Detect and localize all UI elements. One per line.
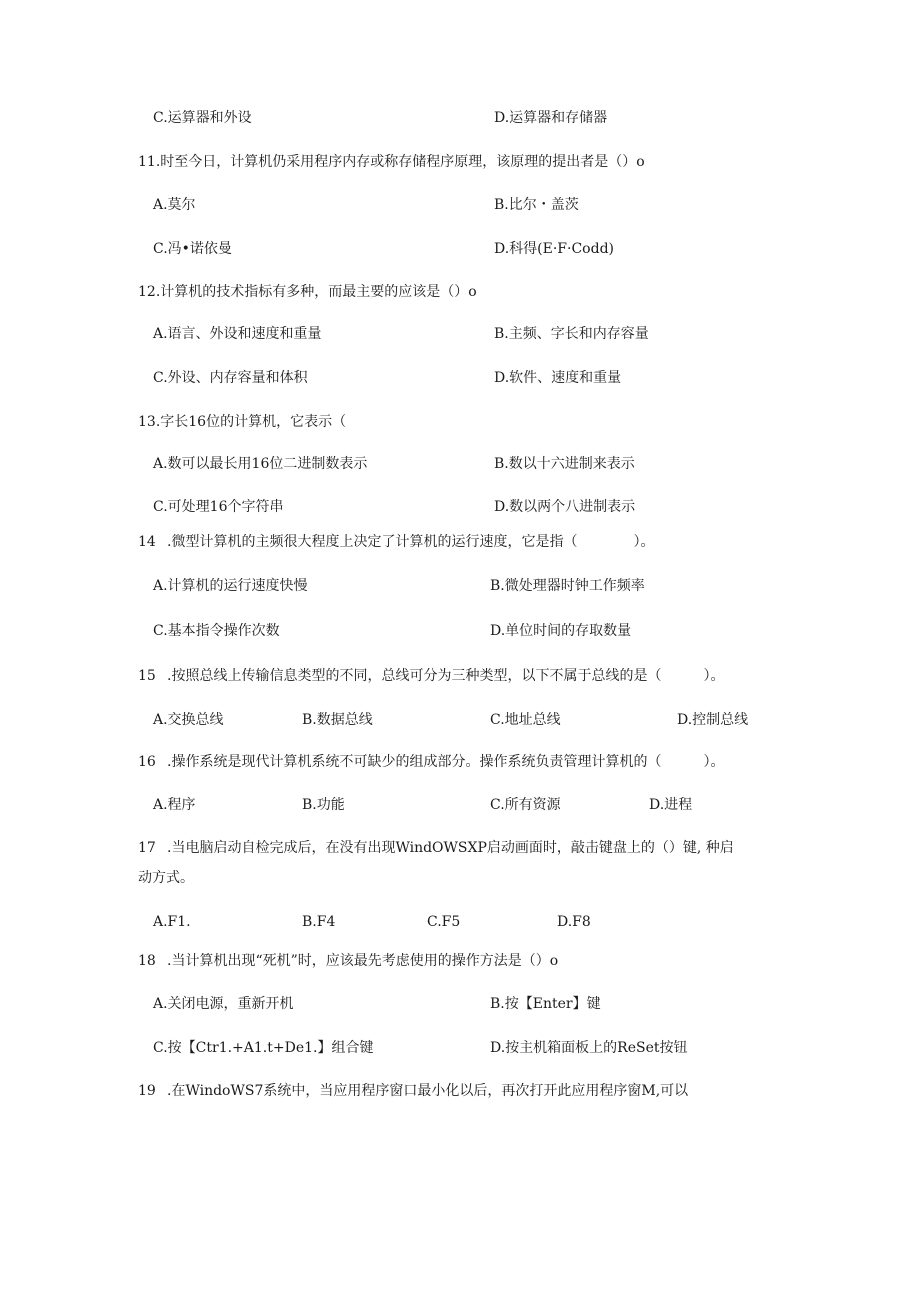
q18-option-b: B.按【Enter】键 bbox=[490, 996, 601, 1012]
q11-option-d: D.科得(E·F·Codd) bbox=[494, 241, 614, 257]
q12-option-d: D.软件、速度和重量 bbox=[494, 370, 622, 386]
q19-number: 19 bbox=[138, 1083, 156, 1099]
q12-stem: 12.计算机的技术指标有多种，而最主要的应该是（）o bbox=[138, 284, 477, 300]
q13-option-b: B.数以十六进制来表示 bbox=[494, 456, 635, 472]
q19-stem: .在WindoWS7系统中，当应用程序窗口最小化以后，再次打开此应用程序窗M,可以 bbox=[167, 1083, 689, 1099]
q16-option-b: B.功能 bbox=[302, 797, 345, 813]
q12-option-b: B.主频、字长和内存容量 bbox=[494, 326, 649, 342]
q18-number: 18 bbox=[138, 953, 156, 969]
q17-option-a: A.F1. bbox=[153, 914, 191, 930]
q17-stem: .当电脑启动自检完成后，在没有出现WindOWSXP启动画面时，敲击键盘上的（）键, 种启 bbox=[167, 840, 734, 856]
q17-option-c: C.F5 bbox=[427, 914, 461, 930]
q15-option-c: C.地址总线 bbox=[490, 712, 561, 728]
q15-option-d: D.控制总线 bbox=[677, 712, 749, 728]
q16-option-d: D.进程 bbox=[649, 797, 693, 813]
q14-option-c: C.基本指令操作次数 bbox=[153, 623, 280, 639]
q15-option-a: A.交换总线 bbox=[153, 712, 224, 728]
q18-option-c: C.按【Ctr1.+A1.t+De1.】组合键 bbox=[153, 1040, 374, 1056]
q14-option-a: A.计算机的运行速度快慢 bbox=[153, 578, 308, 594]
q16-option-a: A.程序 bbox=[153, 797, 196, 813]
q15-option-b: B.数据总线 bbox=[302, 712, 373, 728]
q13-option-a: A.数可以最长用16位二进制数表示 bbox=[153, 456, 368, 472]
q18-option-a: A.关闭电源，重新开机 bbox=[153, 996, 294, 1012]
q12-option-c: C.外设、内存容量和体积 bbox=[153, 370, 308, 386]
q18-option-d: D.按主机箱面板上的ReSet按钮 bbox=[490, 1040, 688, 1056]
q15-number: 15 bbox=[138, 668, 156, 684]
q13-stem: 13.字长16位的计算机，它表示（ bbox=[138, 414, 347, 430]
q13-option-c: C.可处理16个字符串 bbox=[153, 499, 284, 515]
q13-option-d: D.数以两个八进制表示 bbox=[494, 499, 636, 515]
q14-option-d: D.单位时间的存取数量 bbox=[490, 623, 632, 639]
q14-option-b: B.微处理器时钟工作频率 bbox=[490, 578, 645, 594]
q11-option-a: A.莫尔 bbox=[153, 197, 196, 213]
q11-option-c: C.冯•诺依曼 bbox=[153, 241, 232, 257]
q10-option-c: C.运算器和外设 bbox=[153, 110, 252, 126]
q11-option-b: B.比尔・盖茨 bbox=[494, 197, 579, 213]
q10-option-d: D.运算器和存储器 bbox=[494, 110, 608, 126]
q16-stem: .操作系统是现代计算机系统不可缺少的组成部分。操作系统负责管理计算机的（ ）。 bbox=[167, 754, 725, 770]
q16-option-c: C.所有资源 bbox=[490, 797, 561, 813]
q12-option-a: A.语言、外设和速度和重量 bbox=[153, 326, 322, 342]
q18-stem: .当计算机出现“死机”时，应该最先考虑使用的操作方法是（）o bbox=[167, 953, 559, 969]
q17-option-d: D.F8 bbox=[557, 914, 591, 930]
q15-stem: .按照总线上传输信息类型的不同，总线可分为三种类型，以下不属于总线的是（ ）。 bbox=[167, 668, 725, 684]
q11-stem: 11.时至今日，计算机仍采用程序内存或称存储程序原理，该原理的提出者是（）o bbox=[138, 154, 645, 170]
q17-number: 17 bbox=[138, 840, 156, 856]
q14-number: 14 bbox=[138, 534, 156, 550]
q17-option-b: B.F4 bbox=[302, 914, 336, 930]
q14-stem: .微型计算机的主频很大程度上决定了计算机的运行速度，它是指（ ）。 bbox=[167, 534, 655, 550]
q17-stem-continued: 动方式。 bbox=[138, 870, 194, 886]
q16-number: 16 bbox=[138, 754, 156, 770]
